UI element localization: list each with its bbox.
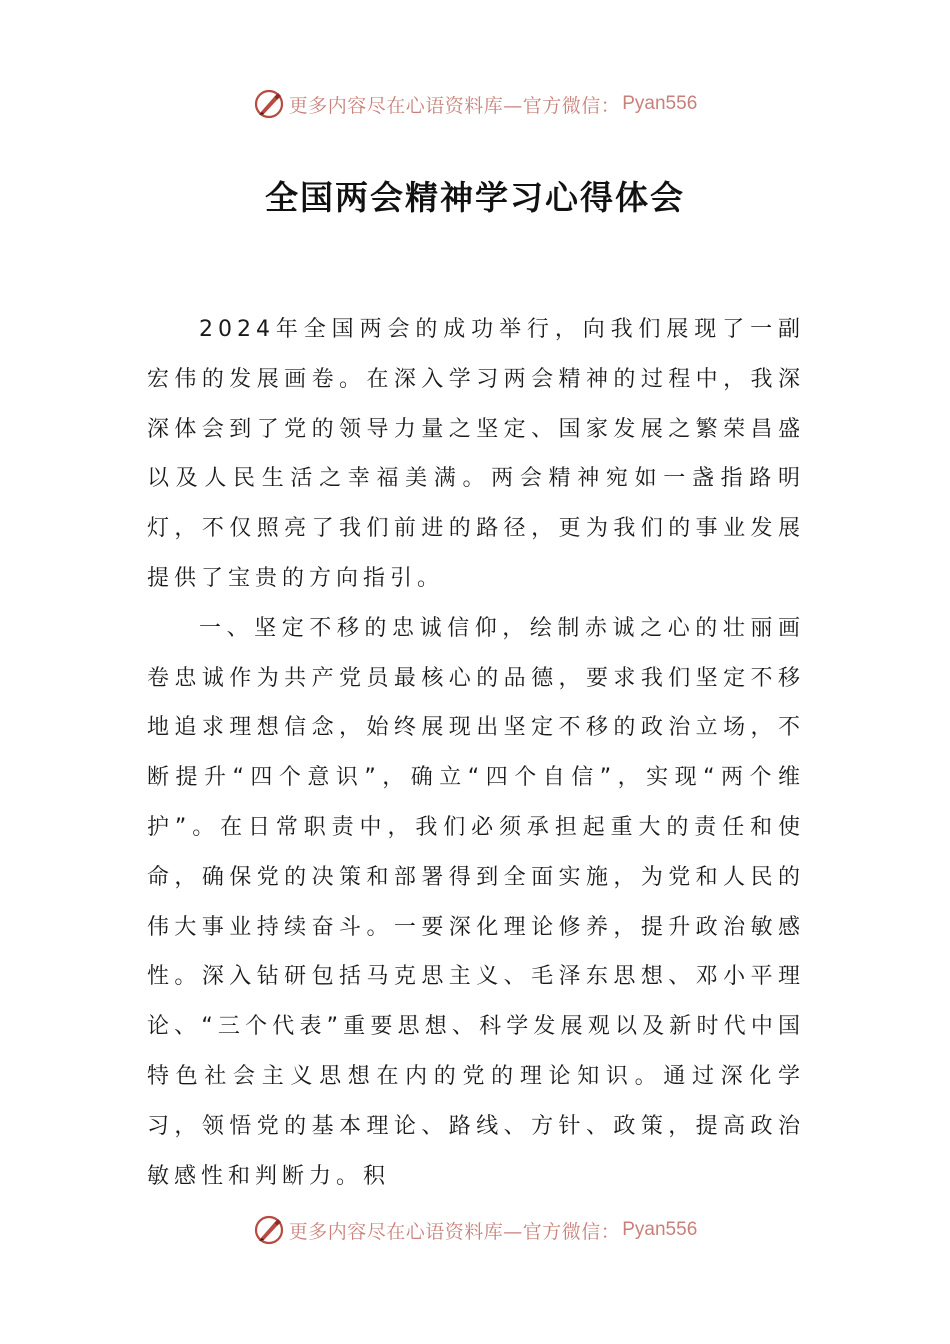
watermark-text: 更多内容尽在心语资料库—官方微信： (288, 94, 621, 117)
document-body (147, 305, 805, 1201)
paragraph-section-one: 一、坚定不移的忠诚信仰，绘制赤诚之心的壮丽画卷忠诚作为共产党员最核心的品德，要求我们坚定不移地追求理想信念，始终展现出坚定不移的政治立场，不断提升“四个意识”，确立“四个自信”，实现“两个维护”。在日常职责中，我们必须承担起重大的责任和使命，确保党的决策和部署得到全面实施，为党和人民的伟大事业持续奋斗。一要深化理论修养，提升政治敏感性。深入钻研包括马克思主义、毛泽东思想、邓小平理论、“三个代表”重要思想、科学发展观以及新时代中国特色社会主义思想在内的党的理论知识。通过深化学习，领悟党的基本理论、路线、方针、政策，提高政治敏感性和判断力。积 (147, 615, 805, 1189)
watermark-wechat-id: Pyan556 (622, 93, 698, 114)
watermark-text: 更多内容尽在心语资料库—官方微信： (288, 1220, 621, 1243)
watermark-wechat-id: Pyan556 (622, 1219, 698, 1240)
pen-logo-icon (253, 88, 285, 120)
paragraph-intro: 2024年全国两会的成功举行，向我们展现了一副宏伟的发展画卷。在深入学习两会精神的过程中，我深深体会到了党的领导力量之坚定、国家发展之繁荣昌盛以及人民生活之幸福美满。两会精神宛如一盏指路明灯，不仅照亮了我们前进的路径，更为我们的事业发展提供了宝贵的方向指引。 (147, 317, 805, 591)
document-title: 全国两会精神学习心得体会 (265, 178, 685, 217)
footer-watermark-banner (0, 1210, 950, 1250)
pen-logo-icon (253, 1214, 285, 1246)
header-watermark-banner (0, 84, 950, 124)
